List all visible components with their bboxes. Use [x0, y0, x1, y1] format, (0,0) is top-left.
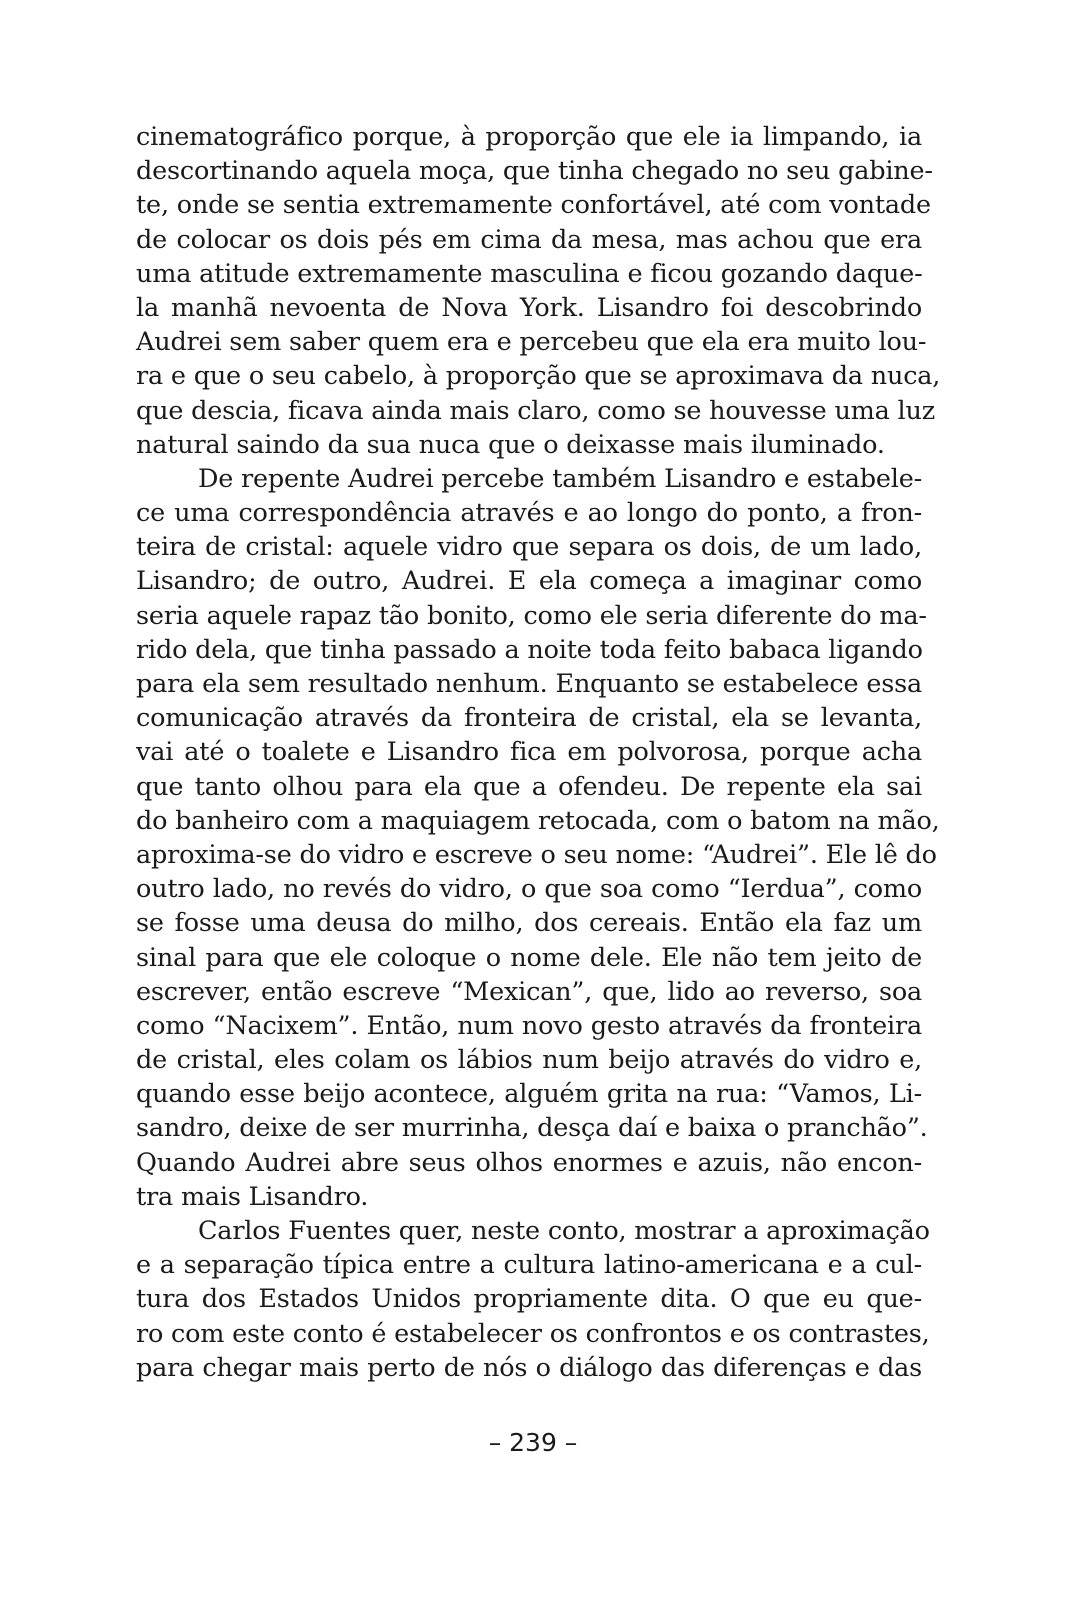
paragraph-2	[136, 462, 940, 1214]
text-line: quando esse beijo acontece, alguém grita na rua: “Vamos, Li-	[136, 1079, 922, 1110]
text-line: Lisandro; de outro, Audrei. E ela começa a imaginar como	[136, 566, 922, 597]
text-line: escrever, então escreve “Mexican”, que, lido ao reverso, soa	[136, 976, 922, 1007]
text-line: Carlos Fuentes quer, neste conto, mostrar a aproximação	[198, 1216, 930, 1246]
text-line: para chegar mais perto de nós o diálogo das diferenças e das	[136, 1352, 922, 1383]
text-line: seria aquele rapaz tão bonito, como ele seria diferente do ma-	[136, 600, 927, 631]
text-line: do banheiro com a maquiagem retocada, com o batom na mão,	[136, 805, 940, 836]
text-line: Audrei sem saber quem era e percebeu que ela era muito lou-	[136, 327, 927, 358]
text-line: que descia, ficava ainda mais claro, como se houvesse uma luz	[136, 395, 935, 426]
paragraph-1	[136, 120, 941, 462]
text-line: ra e que o seu cabelo, à proporção que se aproximava da nuca,	[136, 361, 941, 392]
text-line: que tanto olhou para ela que a ofendeu. De repente ela sai	[136, 771, 922, 802]
text-line: De repente Audrei percebe também Lisandro e estabele-	[198, 463, 923, 494]
text-line: sinal para que ele coloque o nome dele. Ele não tem jeito de	[136, 942, 922, 973]
text-line: outro lado, no revés do vidro, o que soa como “Ierdua”, como	[136, 874, 922, 905]
text-line: aproxima-se do vidro e escreve o seu nome: “Audrei”. Ele lê do	[136, 839, 937, 870]
text-line: te, onde se sentia extremamente confortável, até com vontade	[136, 190, 931, 221]
text-line: para ela sem resultado nenhum. Enquanto se estabelece essa	[136, 669, 922, 699]
text-line: la manhã nevoenta de Nova York. Lisandro foi descobrindo	[136, 292, 922, 323]
text-line: se fosse uma deusa do milho, dos cereais. Então ela faz um	[136, 908, 922, 939]
text-line: sandro, deixe de ser murrinha, desça daí e baixa o pranchão”.	[136, 1113, 928, 1144]
text-line: ce uma correspondência através e ao longo do ponto, a fron-	[136, 498, 922, 529]
text-line: natural saindo da sua nuca que o deixasse mais iluminado.	[136, 429, 885, 460]
text-line: ro com este conto é estabelecer os confrontos e os contrastes,	[136, 1318, 930, 1349]
text-line: uma atitude extremamente masculina e ficou gozando daque-	[136, 258, 923, 289]
text-line: vai até o toalete e Lisandro fica em polvorosa, porque acha	[136, 737, 922, 768]
text-line: como “Nacixem”. Então, num novo gesto através da fronteira	[136, 1010, 922, 1041]
text-line: Quando Audrei abre seus olhos enormes e azuis, não encon-	[136, 1147, 922, 1178]
text-line: comunicação através da fronteira de cristal, ela se levanta,	[136, 703, 922, 734]
text-line: teira de cristal: aquele vidro que separa os dois, de um lado,	[136, 532, 922, 563]
text-line: descortinando aquela moça, que tinha chegado no seu gabine-	[136, 156, 933, 187]
body-text	[136, 120, 941, 1385]
text-line: e a separação típica entre a cultura latino-americana e a cul-	[136, 1250, 922, 1281]
page-number: – 239 –	[488, 1428, 578, 1457]
paragraph-3	[136, 1214, 930, 1385]
text-line: de cristal, eles colam os lábios num beijo através do vidro e,	[136, 1045, 922, 1076]
text-line: tra mais Lisandro.	[136, 1181, 369, 1212]
text-line: cinematográfico porque, à proporção que ele ia limpando, ia	[136, 122, 922, 152]
text-line: tura dos Estados Unidos propriamente dita. O que eu que-	[136, 1284, 922, 1315]
text-line: rido dela, que tinha passado a noite toda feito babaca ligando	[136, 634, 923, 665]
text-line: de colocar os dois pés em cima da mesa, mas achou que era	[136, 224, 922, 255]
